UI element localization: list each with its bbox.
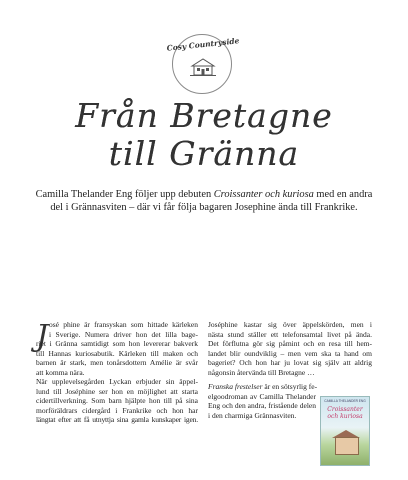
intro-text-before: Camilla Thelander Eng följer upp debuten <box>35 189 214 200</box>
text-line: Franska frestelser är en sötsyrlig fe- <box>208 382 318 392</box>
house-icon <box>190 57 216 77</box>
article-column-left <box>36 320 198 425</box>
text-line: längtat efter att få utnyttja sina gamla kunskaper igen. <box>36 415 198 425</box>
cosy-countryside-badge <box>166 34 240 94</box>
text-line: barnen är stark, men tonårsdottern Amélie är svår <box>36 358 198 368</box>
text-line: Joséphine kastar sig över äppelskörden, men i <box>208 320 372 329</box>
text-line: elgoodroman av Camilla Thelander <box>208 391 316 401</box>
text-line: att komma nära. <box>36 367 85 377</box>
book-cover-title: Croissanter och kuriosa <box>327 406 363 420</box>
text-line: När upplevelsegården Lyckan erbjuder sin äppel- <box>36 377 198 387</box>
intro-book-title: Croissanter och kuriosa <box>213 189 314 200</box>
drop-cap: J <box>36 319 49 354</box>
text-line: morföräldrars cidergård i Frankrike och hon har <box>36 405 198 415</box>
text-line: osé phine är fransyskan som hittade kärleken <box>49 320 198 329</box>
badge-text: Cosy Countryside <box>166 36 240 53</box>
text-line: landet blir oundviklig – men vem ska ta hand om <box>208 348 372 358</box>
book-cover-image <box>320 396 370 466</box>
text-line: Det förflutna gör sig påmint och en resa till hem- <box>208 339 372 349</box>
text-line: i Sverige. Numera driver hon det lilla bage- <box>49 329 198 339</box>
book-cover-house <box>335 437 359 455</box>
text-line: cidertillverkning. Som barn hjälpte hon till på sina <box>36 396 198 406</box>
text-line: riet i Gränna samtidigt som hon levererar bakverk <box>36 339 198 349</box>
headline-line-2: till Gränna <box>108 134 300 173</box>
text-line: bageriet? Och hon har ju lovat sig själv att aldrig <box>208 358 372 368</box>
intro-text-after: med en andra del i Grännasviten – där vi får följa bagaren Josephine ända till Frankrike. <box>50 189 373 213</box>
text-line: någonsin återvända till Bretagne … <box>208 367 315 377</box>
text-line: till Hannas kuriosabutik. Kärleken till maken och <box>36 348 198 358</box>
text-line: nästa stund ställer ett telefonsamtal livet på ända. <box>208 329 372 339</box>
text-line: Eng och den andra, fristående delen <box>208 401 316 411</box>
book-cover-author: CAMILLA THELANDER ENG <box>324 399 366 403</box>
headline-line-1: Från Bretagne <box>75 96 333 135</box>
intro-paragraph <box>34 188 374 214</box>
text-line: i den charmiga Grännasviten. <box>208 410 297 420</box>
text-line: lund till Joséphine ser hon en möjlighet att starta <box>36 386 198 396</box>
